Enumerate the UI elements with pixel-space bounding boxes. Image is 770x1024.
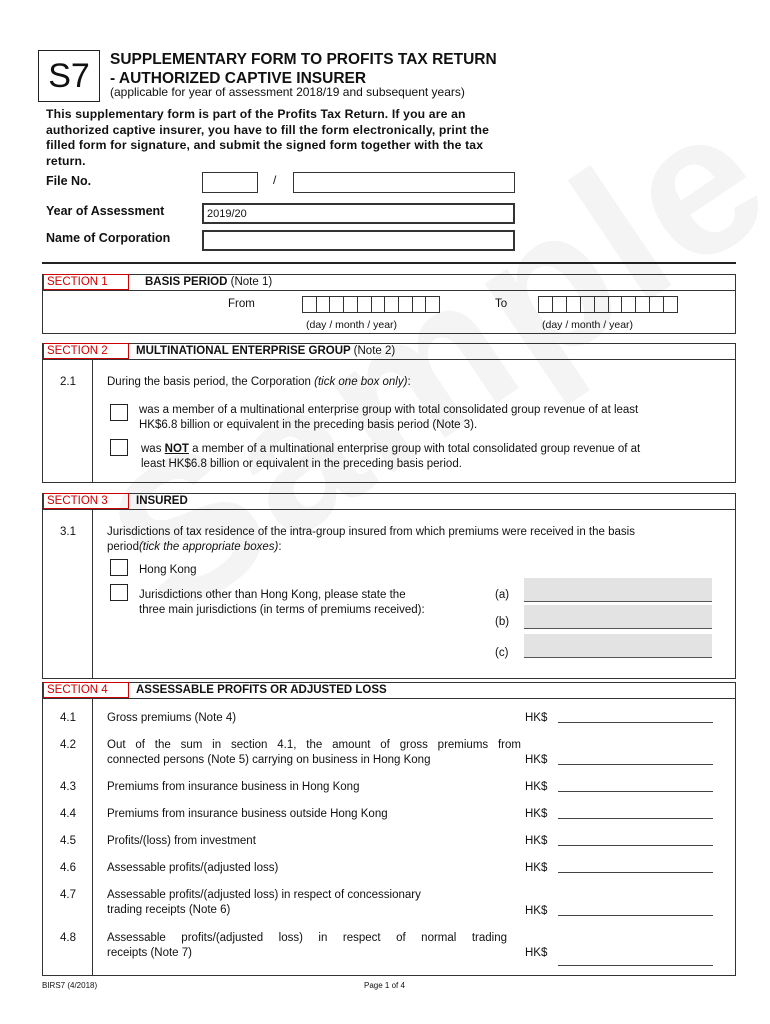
- section2-col-divider: [92, 359, 93, 483]
- row-4-6-label: Assessable profits/(adjusted loss): [107, 862, 279, 874]
- form-reference: BIRS7 (4/2018): [42, 981, 98, 990]
- jurisdiction-c-label: (c): [495, 647, 509, 659]
- row-4-4-num: 4.4: [60, 808, 76, 820]
- row-4-7-num: 4.7: [60, 889, 76, 901]
- row-4-7-amount-input[interactable]: [558, 915, 713, 916]
- row-4-2-currency: HK$: [525, 754, 548, 766]
- section3-col-divider: [92, 509, 93, 679]
- mne-not-member-checkbox[interactable]: [110, 439, 128, 456]
- q31-colon: :: [278, 540, 282, 553]
- option-member-line2: HK$6.8 billion or equivalent in the preceding basis period (Note 3).: [139, 418, 478, 431]
- other-line1: Jurisdictions other than Hong Kong, please state the: [139, 589, 406, 601]
- intro-text: This supplementary form is part of the Profits Tax Return. If you are an authorized captive insurer, you have to fill the form electronically, print the filled form for signature, and submit the signed form together with the tax return.: [46, 107, 490, 168]
- section4-num: SECTION 4: [47, 684, 108, 696]
- q31-line2a: period: [107, 540, 139, 553]
- section3-header: [42, 493, 736, 509]
- jurisdiction-a-label: (a): [495, 589, 510, 601]
- row-4-8-currency: HK$: [525, 947, 548, 959]
- divider: [42, 262, 736, 264]
- corporation-name-input[interactable]: [202, 230, 515, 251]
- section1-num: SECTION 1: [47, 276, 108, 288]
- row-4-8-line1: Assessable profits/(adjusted loss) in respect of normal trading: [107, 932, 507, 944]
- row-4-7-line2: trading receipts (Note 6): [107, 903, 231, 916]
- item-3-1-question: [107, 525, 635, 554]
- year-value: 2019/20: [207, 208, 247, 220]
- row-4-6-amount-input[interactable]: [558, 872, 713, 873]
- section2-title: MULTINATIONAL ENTERPRISE GROUP: [136, 345, 351, 357]
- q21-colon: :: [407, 376, 411, 388]
- form-title: [110, 50, 497, 88]
- other-line2: three main jurisdictions (in terms of premiums received):: [139, 603, 425, 616]
- form-code: S7: [48, 56, 90, 95]
- item-3-1-num: 3.1: [60, 526, 76, 538]
- row-4-1-label: Gross premiums (Note 4): [107, 712, 237, 724]
- row-4-3-label: Premiums from insurance business in Hong Kong: [107, 781, 360, 793]
- section4-header: [42, 682, 736, 698]
- from-date-input[interactable]: [302, 296, 440, 313]
- section1-note: (Note 1): [230, 276, 273, 288]
- jurisdiction-c-input[interactable]: [524, 634, 712, 658]
- title-line-1: SUPPLEMENTARY FORM TO PROFITS TAX RETURN: [110, 51, 497, 68]
- q31-line2-wrap: [107, 540, 635, 555]
- year-of-assessment-input[interactable]: [202, 203, 515, 224]
- section2-num: SECTION 2: [47, 345, 108, 357]
- section1-title: BASIS PERIOD: [145, 276, 228, 288]
- row-4-5-num: 4.5: [60, 835, 76, 847]
- row-4-1-num: 4.1: [60, 712, 76, 724]
- section3-title: INSURED: [136, 495, 188, 507]
- row-4-1-currency: HK$: [525, 712, 548, 724]
- from-date-hint: (day / month / year): [306, 319, 398, 331]
- file-no-part1-input[interactable]: [202, 172, 258, 193]
- row-4-2-num: 4.2: [60, 739, 76, 751]
- section2-note: (Note 2): [353, 345, 396, 357]
- option-not-member-line1-wrap: [141, 442, 640, 457]
- row-4-8-line2: receipts (Note 7): [107, 946, 193, 959]
- row-4-7-line1: Assessable profits/(adjusted loss) in respect of concessionary: [107, 889, 421, 901]
- applicability-note: (applicable for year of assessment 2018/19 and subsequent years): [110, 85, 465, 99]
- section1-header: [42, 274, 736, 290]
- to-label: To: [495, 298, 508, 310]
- jurisdiction-b-label: (b): [495, 616, 510, 628]
- section4-col-divider: [92, 698, 93, 976]
- jurisdiction-b-input[interactable]: [524, 605, 712, 629]
- option-not-emph: NOT: [164, 443, 189, 455]
- option-member: [139, 403, 638, 432]
- file-no-separator: /: [273, 173, 277, 187]
- mne-member-checkbox[interactable]: [110, 404, 128, 421]
- year-label: Year of Assessment: [46, 204, 165, 218]
- row-4-6-currency: HK$: [525, 862, 548, 874]
- to-date-hint: (day / month / year): [542, 319, 634, 331]
- item-2-1-question: [107, 375, 411, 390]
- q31-line1: Jurisdictions of tax residence of the intra-group insured from which premiums were received in the basis: [107, 526, 635, 538]
- option-not-line1: a member of a multinational enterprise group with total consolidated group revenue of at: [188, 443, 641, 455]
- row-4-7-label: [107, 888, 421, 917]
- row-4-3-currency: HK$: [525, 781, 548, 793]
- row-4-8-num: 4.8: [60, 932, 76, 944]
- row-4-6-num: 4.6: [60, 862, 76, 874]
- other-jurisdictions-checkbox[interactable]: [110, 584, 128, 601]
- page-number: Page 1 of 4: [364, 981, 405, 990]
- row-4-2-line2: connected persons (Note 5) carrying on business in Hong Kong: [107, 753, 431, 766]
- row-4-5-amount-input[interactable]: [558, 845, 713, 846]
- option-not-line2: least HK$6.8 billion or equivalent in the preceding basis period.: [141, 457, 462, 470]
- row-4-8-amount-input[interactable]: [558, 965, 713, 966]
- item-2-1-num: 2.1: [60, 376, 76, 388]
- option-member-line1: was a member of a multinational enterprise group with total consolidated group revenue of at least: [139, 404, 639, 416]
- section4-title: ASSESSABLE PROFITS OR ADJUSTED LOSS: [136, 684, 387, 696]
- hong-kong-checkbox[interactable]: [110, 559, 128, 576]
- file-no-label: File No.: [46, 174, 92, 188]
- section3-num: SECTION 3: [47, 495, 108, 507]
- section1-title-wrap: [145, 276, 272, 288]
- row-4-2-line1: Out of the sum in section 4.1, the amount of gross premiums from: [107, 739, 521, 751]
- form-code-box: [38, 50, 100, 102]
- option-other-jurisdictions: [139, 588, 425, 617]
- title-line-2: - AUTHORIZED CAPTIVE INSURER: [110, 70, 367, 87]
- row-4-5-label: Profits/(loss) from investment: [107, 835, 256, 847]
- from-label: From: [228, 298, 255, 310]
- row-4-4-currency: HK$: [525, 808, 548, 820]
- file-no-part2-input[interactable]: [293, 172, 515, 193]
- q21-instruction: (tick one box only): [314, 376, 408, 388]
- row-4-3-num: 4.3: [60, 781, 76, 793]
- option-hong-kong: Hong Kong: [139, 564, 197, 576]
- q21-text: During the basis period, the Corporation: [107, 376, 315, 388]
- jurisdiction-a-input[interactable]: [524, 578, 712, 602]
- row-4-2-amount-input[interactable]: [558, 764, 713, 765]
- q31-instruction: (tick the appropriate boxes): [138, 540, 279, 553]
- row-4-5-currency: HK$: [525, 835, 548, 847]
- row-4-2-label: [107, 738, 521, 767]
- row-4-3-amount-input[interactable]: [558, 791, 713, 792]
- to-date-input[interactable]: [538, 296, 678, 313]
- row-4-4-label: Premiums from insurance business outside Hong Kong: [107, 808, 388, 820]
- option-not-member: [141, 442, 640, 471]
- row-4-1-amount-input[interactable]: [558, 722, 713, 723]
- section2-title-wrap: [136, 345, 395, 357]
- row-4-7-currency: HK$: [525, 905, 548, 917]
- section2-header: [42, 343, 736, 359]
- row-4-4-amount-input[interactable]: [558, 818, 713, 819]
- corp-label: Name of Corporation: [46, 231, 171, 245]
- row-4-8-label: [107, 931, 507, 960]
- option-not-pre: was: [141, 443, 165, 455]
